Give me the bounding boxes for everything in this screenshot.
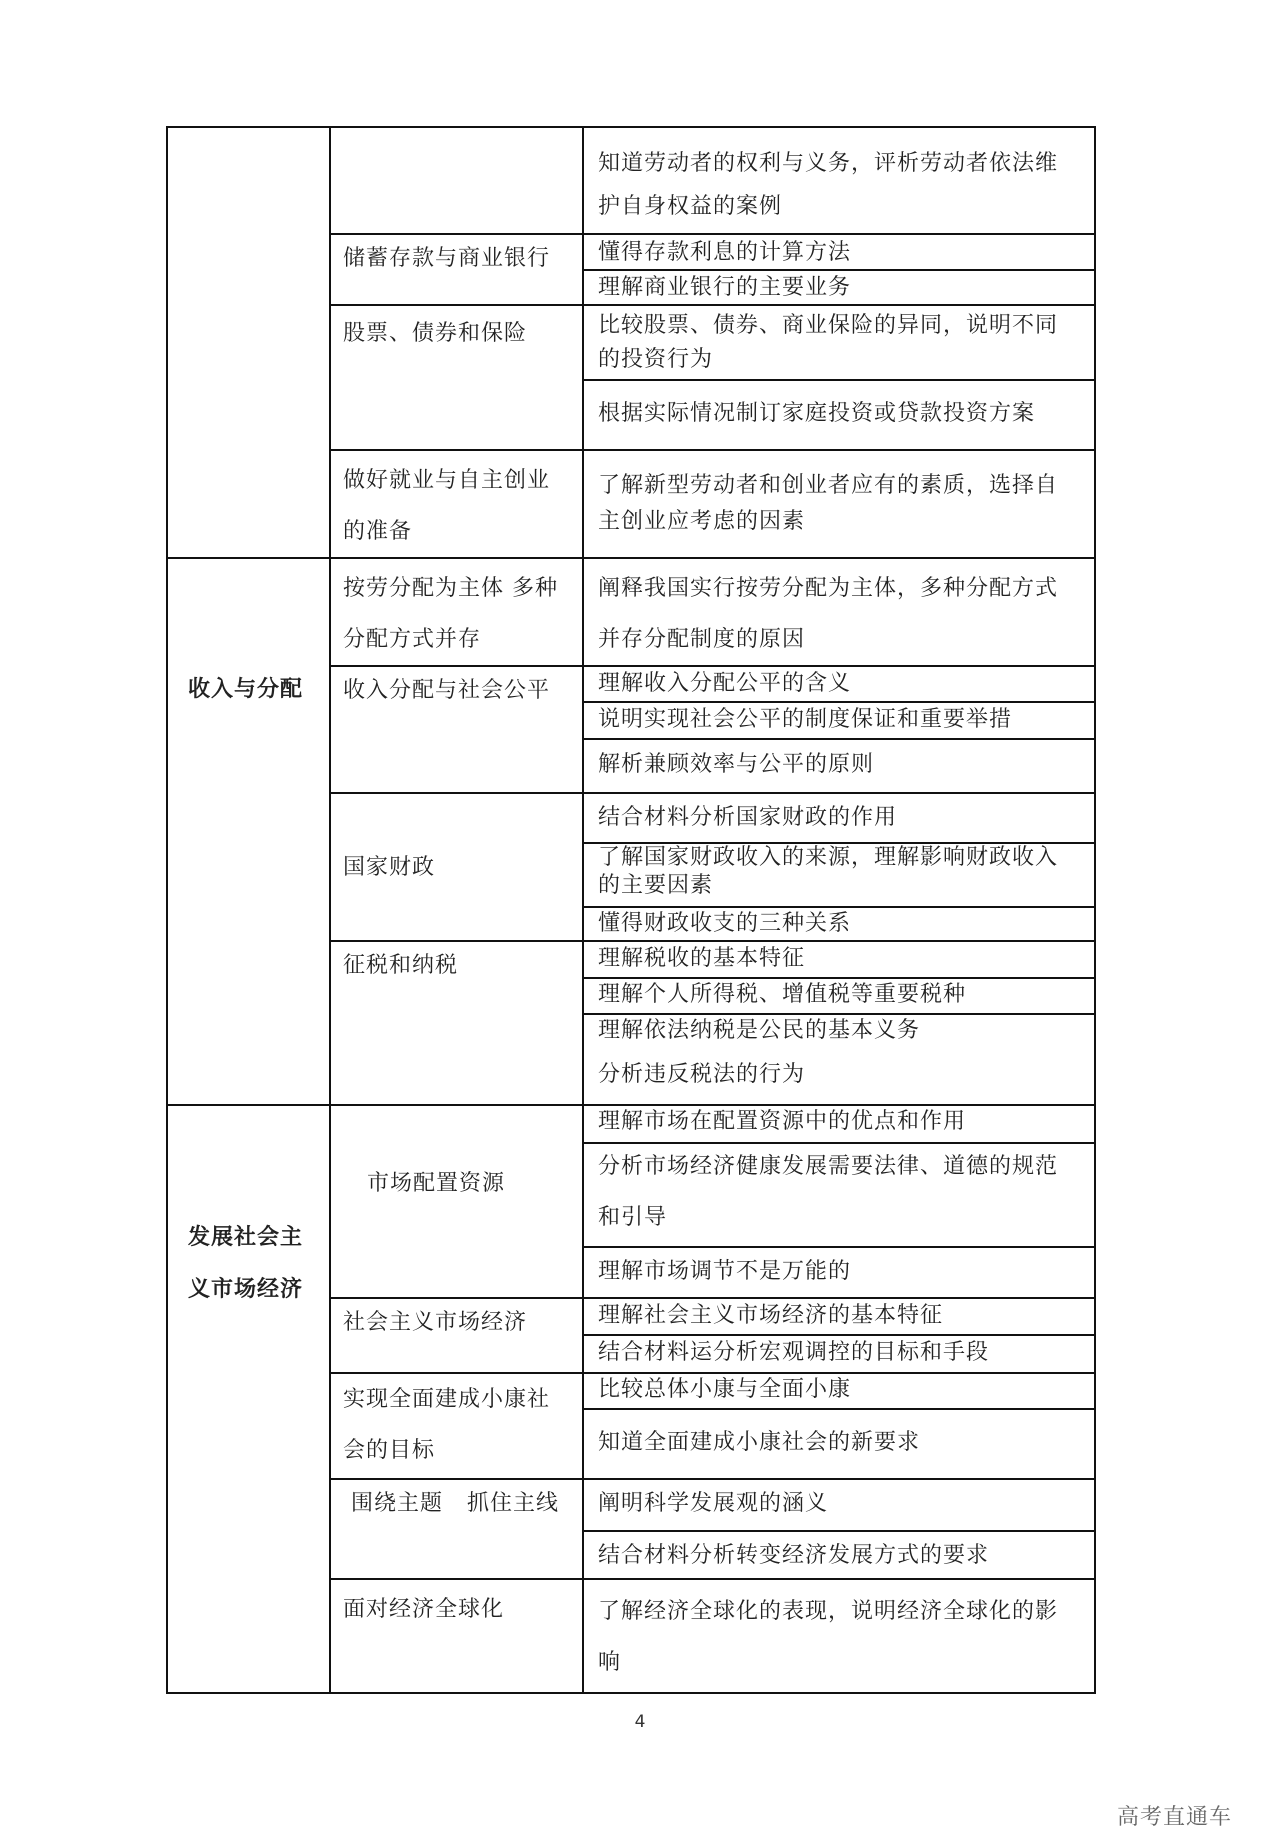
topic-name: 面对经济全球化 bbox=[343, 1597, 505, 1622]
topic-name: 的准备 bbox=[343, 519, 413, 544]
requirement-text: 结合材料分析国家财政的作用 bbox=[598, 805, 898, 830]
topic-name: 股票、债券和保险 bbox=[343, 321, 528, 346]
topic-name: 国家财政 bbox=[343, 855, 436, 880]
requirement-text: 结合材料分析转变经济发展方式的要求 bbox=[598, 1543, 990, 1568]
column-divider-1 bbox=[329, 126, 331, 1694]
topic-divider bbox=[329, 792, 1096, 794]
requirement-divider bbox=[582, 379, 1096, 381]
requirement-text: 懂得财政收支的三种关系 bbox=[598, 911, 852, 936]
requirement-text: 理解市场在配置资源中的优点和作用 bbox=[598, 1109, 967, 1134]
page-number: 4 bbox=[634, 1712, 646, 1732]
topic-divider bbox=[329, 1578, 1096, 1580]
requirement-text: 知道劳动者的权利与义务，评析劳动者依法维 bbox=[598, 151, 1059, 176]
requirement-text: 了解新型劳动者和创业者应有的素质，选择自 bbox=[598, 473, 1059, 498]
requirement-text: 解析兼顾效率与公平的原则 bbox=[598, 752, 875, 777]
topic-divider bbox=[329, 665, 1096, 667]
topic-divider bbox=[329, 1478, 1096, 1480]
topic-divider bbox=[329, 1297, 1096, 1299]
requirement-text: 了解国家财政收入的来源，理解影响财政收入 bbox=[598, 845, 1059, 870]
requirement-text: 理解收入分配公平的含义 bbox=[598, 671, 852, 696]
requirement-text: 说明实现社会公平的制度保证和重要举措 bbox=[598, 707, 1013, 732]
watermark: 高考直通车 bbox=[1116, 1805, 1232, 1830]
category-label: 收入与分配 bbox=[188, 677, 304, 702]
requirement-divider bbox=[582, 1530, 1096, 1532]
topic-name: 市场配置资源 bbox=[367, 1171, 506, 1196]
requirement-text: 阐释我国实行按劳分配为主体，多种分配方式 bbox=[598, 576, 1059, 601]
requirement-text: 的投资行为 bbox=[598, 347, 714, 372]
requirement-divider bbox=[582, 701, 1096, 703]
requirement-text: 知道全面建成小康社会的新要求 bbox=[598, 1430, 921, 1455]
category-label: 义市场经济 bbox=[188, 1277, 304, 1302]
topic-name: 社会主义市场经济 bbox=[343, 1310, 528, 1335]
requirement-divider bbox=[582, 269, 1096, 271]
topic-divider bbox=[329, 304, 1096, 306]
requirement-text: 分析市场经济健康发展需要法律、道德的规范 bbox=[598, 1154, 1059, 1179]
requirement-text: 结合材料运分析宏观调控的目标和手段 bbox=[598, 1340, 990, 1365]
requirement-text: 的主要因素 bbox=[598, 873, 714, 898]
requirement-text: 比较股票、债券、商业保险的异同，说明不同 bbox=[598, 313, 1059, 338]
requirement-text: 懂得存款利息的计算方法 bbox=[598, 240, 852, 265]
topic-divider bbox=[329, 233, 1096, 235]
topic-name: 分配方式并存 bbox=[343, 627, 482, 652]
requirement-divider bbox=[582, 738, 1096, 740]
topic-name: 征税和纳税 bbox=[343, 953, 459, 978]
topic-name: 按劳分配为主体 多种 bbox=[343, 576, 558, 601]
category-label: 发展社会主 bbox=[188, 1225, 304, 1250]
topic-name: 做好就业与自主创业 bbox=[343, 468, 551, 493]
requirement-text: 理解依法纳税是公民的基本义务 bbox=[598, 1018, 921, 1043]
requirement-text: 响 bbox=[598, 1650, 622, 1675]
topic-name: 储蓄存款与商业银行 bbox=[343, 246, 551, 271]
requirement-text: 比较总体小康与全面小康 bbox=[598, 1377, 852, 1402]
requirement-text: 护自身权益的案例 bbox=[598, 194, 783, 219]
requirement-text: 主创业应考虑的因素 bbox=[598, 509, 806, 534]
requirement-divider bbox=[582, 1408, 1096, 1410]
topic-name: 实现全面建成小康社 bbox=[343, 1387, 551, 1412]
requirement-divider bbox=[582, 1334, 1096, 1336]
requirement-text: 根据实际情况制订家庭投资或贷款投资方案 bbox=[598, 401, 1036, 426]
requirement-text: 理解个人所得税、增值税等重要税种 bbox=[598, 982, 967, 1007]
requirement-text: 理解社会主义市场经济的基本特征 bbox=[598, 1303, 944, 1328]
topic-divider bbox=[329, 449, 1096, 451]
requirement-text: 理解税收的基本特征 bbox=[598, 946, 806, 971]
topic-name: 围绕主题 抓住主线 bbox=[351, 1491, 559, 1516]
column-divider-2 bbox=[582, 126, 584, 1694]
requirement-text: 了解经济全球化的表现，说明经济全球化的影 bbox=[598, 1599, 1059, 1624]
requirement-text: 理解市场调节不是万能的 bbox=[598, 1259, 852, 1284]
requirement-divider bbox=[582, 1246, 1096, 1248]
topic-name: 会的目标 bbox=[343, 1438, 436, 1463]
requirement-text: 分析违反税法的行为 bbox=[598, 1062, 806, 1087]
topic-name: 收入分配与社会公平 bbox=[343, 678, 551, 703]
topic-divider bbox=[329, 940, 1096, 942]
requirement-text: 阐明科学发展观的涵义 bbox=[598, 1491, 829, 1516]
requirement-text: 并存分配制度的原因 bbox=[598, 627, 806, 652]
section-divider bbox=[166, 557, 1096, 559]
requirement-text: 理解商业银行的主要业务 bbox=[598, 275, 852, 300]
requirement-text: 和引导 bbox=[598, 1205, 668, 1230]
